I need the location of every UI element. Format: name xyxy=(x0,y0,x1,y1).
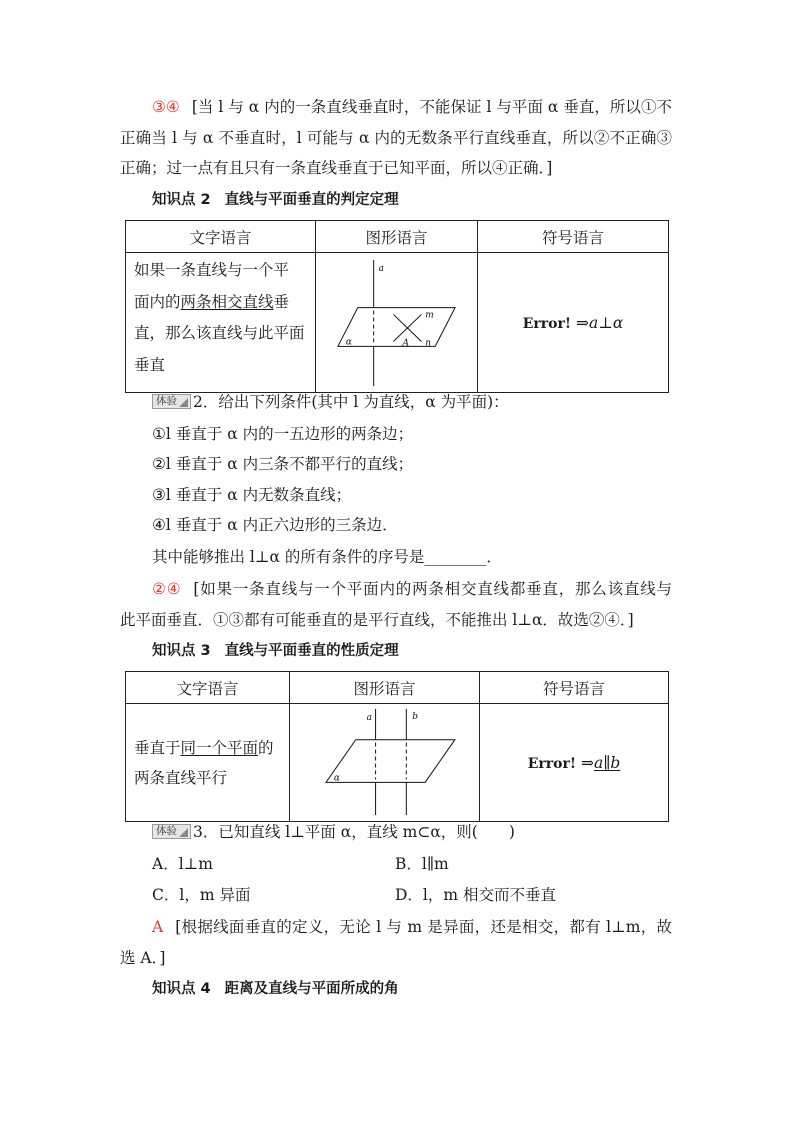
exercise-3-option-d: D．l，m 相交而不垂直 xyxy=(395,886,557,904)
table-2-header-symbol: 符号语言 xyxy=(480,672,669,704)
answer-2-text-1: [如果一条直线与一个平面内的两条相交直线都垂直，那么该直线与 xyxy=(193,580,672,598)
table-2-text-cell xyxy=(126,704,290,822)
table-1-symbol-prefix: Error! xyxy=(522,315,571,332)
table-2-symbol-cell xyxy=(480,704,669,822)
answer-1-line-2: 正确当 l 与 α 不垂直时，l 可能与 α 内的无数条平行直线垂直，所以②不正确③ xyxy=(120,129,672,147)
exercise-2-condition-2: ②l 垂直于 α 内三条不都平行的直线； xyxy=(152,455,414,473)
table-2-header-figure: 图形语言 xyxy=(290,672,480,704)
property-theorem-table xyxy=(125,671,669,822)
table-1-figure-cell xyxy=(316,253,478,393)
line-perpendicular-plane-figure xyxy=(316,254,477,391)
exercise-2-prompt: 其中能够推出 l⊥α 的所有条件的序号是________． xyxy=(152,548,502,566)
answer-2-line-2: 此平面垂直．①③都有可能垂直的是平行直线，不能推出 l⊥α．故选②④．] xyxy=(120,611,634,629)
table-2-header-text: 文字语言 xyxy=(126,672,290,704)
figure-1-label-n: n xyxy=(425,338,432,349)
table-1-symbol-cell xyxy=(478,253,669,393)
table-1-symbol-arrow: ⇒ xyxy=(576,313,589,332)
table-2-header-row xyxy=(126,672,669,704)
table-1-text-line-2-pre: 面内的 xyxy=(134,292,181,311)
table-2-text-line-2: 两条直线平行 xyxy=(134,768,228,787)
judgement-theorem-table xyxy=(125,220,669,393)
answer-2-key: ②④ xyxy=(152,580,182,598)
exercise-2-question-text: 2．给出下列条件(其中 l 为直线，α 为平面)： xyxy=(193,393,509,411)
knowledge-point-4-heading xyxy=(152,979,399,999)
table-1-text-line-2-post: 垂 xyxy=(273,292,290,311)
table-1-symbol-result: a⊥α xyxy=(589,313,624,332)
table-1-header-symbol: 符号语言 xyxy=(478,221,669,253)
table-2-text-line-1-pre: 垂直于 xyxy=(134,738,181,757)
figure-2-label-a: a xyxy=(366,712,372,723)
table-2-figure-cell xyxy=(290,704,480,822)
knowledge-point-2-title: 直线与平面垂直的判定定理 xyxy=(224,192,399,208)
table-1-text-line-3: 直，那么该直线与此平面 xyxy=(134,324,305,342)
table-2-text-line-1-post: 的 xyxy=(258,738,274,757)
knowledge-point-4-label: 知识点 4 xyxy=(152,981,211,997)
knowledge-point-3-heading xyxy=(152,641,399,661)
figure-2-label-alpha: α xyxy=(333,773,340,784)
answer-3-text-1: [根据线面垂直的定义，无论 l 与 m 是异面，还是相交，都有 l⊥m，故 xyxy=(175,918,672,936)
table-1-text-line-4: 垂直 xyxy=(134,355,166,374)
table-2-symbol-result: a∥b xyxy=(593,753,621,772)
exercise-2-condition-4: ④l 垂直于 α 内正六边形的三条边． xyxy=(152,516,398,534)
exercise-3-option-a: A．l⊥m xyxy=(152,855,213,873)
plane-parallelogram xyxy=(326,740,455,783)
parallel-lines-perpendicular-plane-figure xyxy=(290,704,479,821)
table-1-header-text: 文字语言 xyxy=(126,221,316,253)
table-2-underlined-phrase: 同一个平面 xyxy=(180,738,259,757)
answer-1-line-3: 正确；过一点有且只有一条直线垂直于已知平面，所以④正确．] xyxy=(120,159,553,177)
exercise-3-badge: 体验 xyxy=(152,824,191,839)
figure-1-label-alpha: α xyxy=(345,337,352,348)
figure-2-label-b: b xyxy=(412,711,418,722)
knowledge-point-3-title: 直线与平面垂直的性质定理 xyxy=(224,643,399,659)
table-1-text-line-1: 如果一条直线与一个平 xyxy=(134,261,290,279)
answer-2-line-1 xyxy=(152,579,672,599)
knowledge-point-2-heading xyxy=(152,190,399,210)
answer-1-line-1 xyxy=(152,97,672,117)
figure-1-label-a: a xyxy=(378,263,384,274)
table-2-symbol-prefix: Error! xyxy=(527,755,576,772)
table-1-body-row xyxy=(126,253,669,393)
table-1-header-figure: 图形语言 xyxy=(316,221,478,253)
answer-1-text-1: [当 l 与 α 内的一条直线垂直时，不能保证 l 与平面 α 垂直，所以①不 xyxy=(191,98,672,116)
table-1-text-cell xyxy=(126,253,316,393)
exercise-2-question xyxy=(152,392,509,412)
exercise-2-condition-3: ③l 垂直于 α 内无数条直线； xyxy=(152,486,352,504)
table-2-symbol-arrow: ⇒ xyxy=(580,753,594,772)
exercise-3-option-c: C．l，m 异面 xyxy=(152,886,251,904)
exercise-2-condition-1: ①l 垂直于 α 内的一五边形的两条边； xyxy=(152,425,414,443)
answer-3-line-2: 选 A．] xyxy=(120,949,166,967)
table-2-text-line-1 xyxy=(134,733,285,763)
exercise-3-option-b: B．l∥m xyxy=(395,855,449,873)
figure-1-label-m: m xyxy=(425,310,434,321)
exercise-2-badge: 体验 xyxy=(152,394,191,409)
table-1-underlined-phrase: 两条相交直线 xyxy=(180,292,274,311)
knowledge-point-4-title: 距离及直线与平面所成的角 xyxy=(224,981,399,997)
table-2-body-row xyxy=(126,704,669,822)
table-1-text-line-2 xyxy=(134,287,311,319)
exercise-3-question xyxy=(152,822,515,842)
answer-3-key: A xyxy=(152,918,164,936)
knowledge-point-3-label: 知识点 3 xyxy=(152,643,211,659)
table-1-header-row xyxy=(126,221,669,253)
knowledge-point-2-label: 知识点 2 xyxy=(152,192,211,208)
plane-parallelogram xyxy=(338,308,455,347)
exercise-3-question-text: 3．已知直线 l⊥平面 α，直线 m⊂α，则( ) xyxy=(193,823,515,841)
answer-1-key: ③④ xyxy=(152,98,180,116)
figure-1-label-A: A xyxy=(402,338,409,349)
answer-3-line-1 xyxy=(152,917,672,937)
